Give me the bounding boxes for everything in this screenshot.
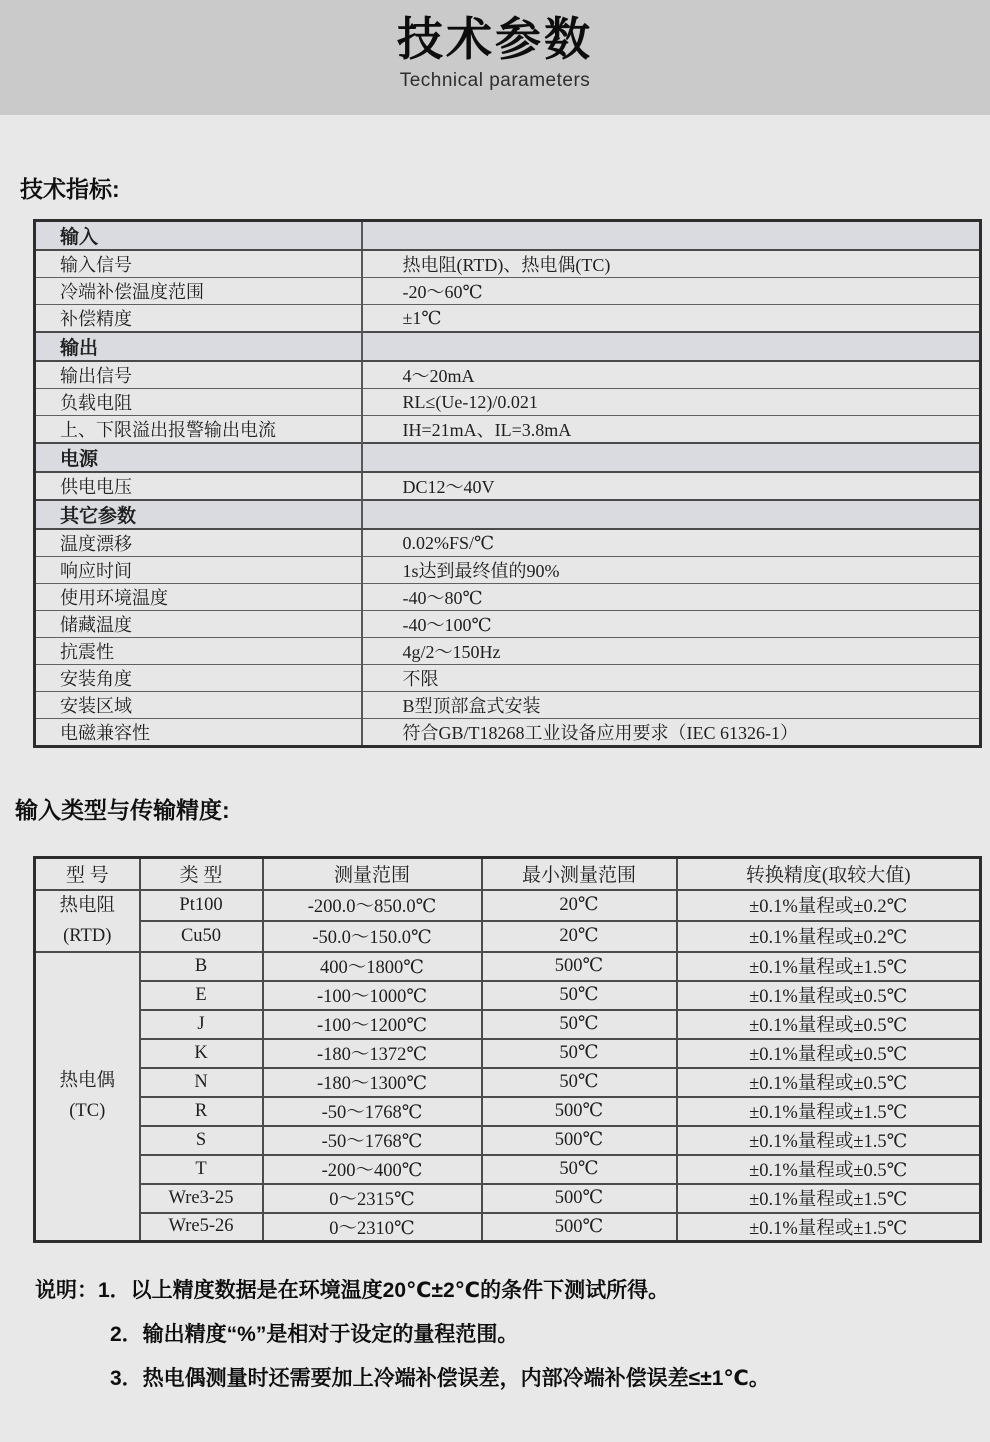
min-range-cell: 50℃	[482, 1039, 677, 1068]
row-label-cell: 电磁兼容性	[35, 719, 362, 747]
row-value-cell: 4～20mA	[362, 361, 981, 389]
table-row	[35, 361, 981, 389]
table-row	[35, 305, 981, 333]
row-label-cell: 输入	[35, 221, 362, 251]
table-row	[35, 1184, 981, 1213]
table-row	[35, 1213, 981, 1242]
column-header-min-range: 最小测量范围	[482, 858, 677, 890]
row-value-cell	[362, 500, 981, 529]
row-value-cell: 0.02%FS/℃	[362, 529, 981, 557]
row-label-cell: 抗震性	[35, 638, 362, 665]
table-header-row	[35, 858, 981, 890]
note-line	[35, 1269, 990, 1313]
page-subtitle: Technical parameters	[399, 70, 591, 91]
type-cell: K	[140, 1039, 263, 1068]
table-row	[35, 952, 981, 981]
min-range-cell: 500℃	[482, 1126, 677, 1155]
accuracy-cell: ±0.1%量程或±1.5℃	[677, 1184, 981, 1213]
row-value-cell	[362, 443, 981, 472]
type-cell: Cu50	[140, 921, 263, 952]
row-label-cell: 其它参数	[35, 500, 362, 529]
type-cell: Pt100	[140, 890, 263, 921]
table-row	[35, 416, 981, 444]
range-cell: 0～2315℃	[263, 1184, 482, 1213]
model-line: 热电偶	[59, 1071, 115, 1092]
row-value-cell: RL≤(Ue-12)/0.021	[362, 389, 981, 416]
range-cell: -200～400℃	[263, 1155, 482, 1184]
table-row	[35, 529, 981, 557]
min-range-cell: 20℃	[482, 890, 677, 921]
table-row	[35, 1039, 981, 1068]
note-text: 1．以上精度数据是在环境温度20℃±2℃的条件下测试所得。	[98, 1279, 670, 1302]
table-row	[35, 557, 981, 584]
min-range-cell: 50℃	[482, 1010, 677, 1039]
table-row	[35, 890, 981, 921]
type-cell: T	[140, 1155, 263, 1184]
row-label-cell: 输出信号	[35, 361, 362, 389]
type-cell: E	[140, 981, 263, 1010]
model-line: (RTD)	[63, 925, 112, 946]
accuracy-heading: 输入类型与传输精度:	[15, 797, 230, 823]
row-value-cell	[362, 332, 981, 361]
row-label-cell: 响应时间	[35, 557, 362, 584]
note-line: 2．输出精度“%”是相对于设定的量程范围。	[110, 1323, 519, 1346]
accuracy-cell: ±0.1%量程或±0.2℃	[677, 890, 981, 921]
table-section-row	[35, 500, 981, 529]
table-row	[35, 611, 981, 638]
type-cell: Wre5-26	[140, 1213, 263, 1242]
row-label-cell: 安装角度	[35, 665, 362, 692]
table-row	[35, 1155, 981, 1184]
min-range-cell: 50℃	[482, 981, 677, 1010]
table-row	[35, 1126, 981, 1155]
table-row	[35, 472, 981, 500]
type-cell: Wre3-25	[140, 1184, 263, 1213]
row-value-cell: -40～80℃	[362, 584, 981, 611]
min-range-cell: 20℃	[482, 921, 677, 952]
min-range-cell: 50℃	[482, 1068, 677, 1097]
type-cell: S	[140, 1126, 263, 1155]
row-label-cell: 上、下限溢出报警输出电流	[35, 416, 362, 444]
table-row	[35, 278, 981, 305]
table-section-row	[35, 332, 981, 361]
range-cell: -50～1768℃	[263, 1126, 482, 1155]
column-header-model: 型 号	[35, 858, 140, 890]
range-cell: -100～1000℃	[263, 981, 482, 1010]
range-cell: -100～1200℃	[263, 1010, 482, 1039]
table-row	[35, 1068, 981, 1097]
table-row	[35, 1097, 981, 1126]
row-label-cell: 冷端补偿温度范围	[35, 278, 362, 305]
range-cell: 400～1800℃	[263, 952, 482, 981]
row-label-cell: 供电电压	[35, 472, 362, 500]
row-value-cell: 1s达到最终值的90%	[362, 557, 981, 584]
table-row	[35, 719, 981, 747]
min-range-cell: 500℃	[482, 1184, 677, 1213]
table-row	[35, 638, 981, 665]
row-label-cell: 储藏温度	[35, 611, 362, 638]
accuracy-cell: ±0.1%量程或±0.5℃	[677, 1068, 981, 1097]
model-group-cell-rtd	[35, 890, 140, 952]
note-line: 3．热电偶测量时还需要加上冷端补偿误差，内部冷端补偿误差≤±1℃。	[110, 1367, 770, 1390]
type-cell: J	[140, 1010, 263, 1039]
row-value-cell	[362, 221, 981, 251]
accuracy-cell: ±0.1%量程或±0.5℃	[677, 1010, 981, 1039]
model-line: 热电阻	[59, 895, 115, 916]
row-value-cell: -20～60℃	[362, 278, 981, 305]
table-row	[35, 921, 981, 952]
row-value-cell: 热电阻(RTD)、热电偶(TC)	[362, 250, 981, 278]
table-row	[35, 1010, 981, 1039]
notes-prefix: 说明：	[35, 1279, 98, 1302]
model-line: (TC)	[69, 1101, 106, 1122]
row-value-cell: IH=21mA、IL=3.8mA	[362, 416, 981, 444]
min-range-cell: 500℃	[482, 952, 677, 981]
row-label-cell: 负载电阻	[35, 389, 362, 416]
range-cell: 0～2310℃	[263, 1213, 482, 1242]
table-row	[35, 692, 981, 719]
type-cell: N	[140, 1068, 263, 1097]
min-range-cell: 500℃	[482, 1097, 677, 1126]
table-section-row	[35, 443, 981, 472]
spec-table	[33, 219, 982, 748]
row-label-cell: 输出	[35, 332, 362, 361]
row-value-cell: B型顶部盒式安装	[362, 692, 981, 719]
page-banner	[0, 0, 990, 115]
accuracy-cell: ±0.1%量程或±0.5℃	[677, 981, 981, 1010]
model-group-cell-tc	[35, 952, 140, 1242]
spec-heading: 技术指标:	[20, 176, 120, 202]
range-cell: -50～1768℃	[263, 1097, 482, 1126]
range-cell: -180～1300℃	[263, 1068, 482, 1097]
column-header-range: 测量范围	[263, 858, 482, 890]
range-cell: -180～1372℃	[263, 1039, 482, 1068]
min-range-cell: 50℃	[482, 1155, 677, 1184]
row-label-cell: 安装区域	[35, 692, 362, 719]
row-value-cell: -40～100℃	[362, 611, 981, 638]
row-label-cell: 输入信号	[35, 250, 362, 278]
accuracy-cell: ±0.1%量程或±0.5℃	[677, 1039, 981, 1068]
notes	[35, 1269, 990, 1401]
row-label-cell: 使用环境温度	[35, 584, 362, 611]
row-value-cell: ±1℃	[362, 305, 981, 333]
table-row	[35, 584, 981, 611]
row-label-cell: 温度漂移	[35, 529, 362, 557]
type-cell: B	[140, 952, 263, 981]
table-row	[35, 665, 981, 692]
table-row	[35, 981, 981, 1010]
row-value-cell: 4g/2～150Hz	[362, 638, 981, 665]
accuracy-cell: ±0.1%量程或±1.5℃	[677, 1097, 981, 1126]
min-range-cell: 500℃	[482, 1213, 677, 1242]
accuracy-cell: ±0.1%量程或±1.5℃	[677, 1213, 981, 1242]
range-cell: -50.0～150.0℃	[263, 921, 482, 952]
table-row	[35, 389, 981, 416]
accuracy-cell: ±0.1%量程或±1.5℃	[677, 952, 981, 981]
accuracy-cell: ±0.1%量程或±1.5℃	[677, 1126, 981, 1155]
accuracy-cell: ±0.1%量程或±0.5℃	[677, 1155, 981, 1184]
row-value-cell: 符合GB/T18268工业设备应用要求（IEC 61326-1）	[362, 719, 981, 747]
accuracy-cell: ±0.1%量程或±0.2℃	[677, 921, 981, 952]
table-section-row	[35, 221, 981, 251]
page-title: 技术参数	[397, 13, 593, 65]
table-row	[35, 250, 981, 278]
row-value-cell: 不限	[362, 665, 981, 692]
row-label-cell: 电源	[35, 443, 362, 472]
column-header-type: 类 型	[140, 858, 263, 890]
type-cell: R	[140, 1097, 263, 1126]
accuracy-table	[33, 856, 982, 1243]
range-cell: -200.0～850.0℃	[263, 890, 482, 921]
row-value-cell: DC12～40V	[362, 472, 981, 500]
column-header-accuracy: 转换精度(取较大值)	[677, 858, 981, 890]
row-label-cell: 补偿精度	[35, 305, 362, 333]
